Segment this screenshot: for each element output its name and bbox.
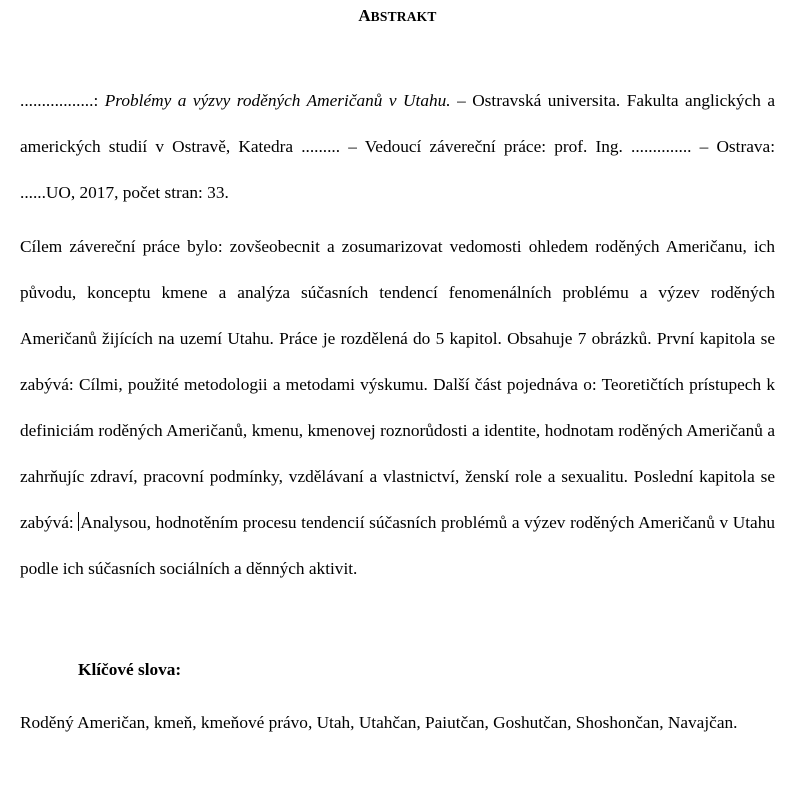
abstract-heading <box>20 6 775 27</box>
citation-paragraph[interactable]: .................: Problémy a výzvy roděných Američanů v Utahu. – Ostravská universita. Fakulta anglických a amerických studií v Ostravě, Katedra ......... – Vedoucí závereční práce: prof. Ing. .............. – Ostrava: ......UO, 2017, počet stran: 33. <box>20 91 776 202</box>
keywords-paragraph[interactable]: Roděný Američan, kmeň, kmeňové právo, Utah, Utahčan, Paiutčan, Goshutčan, Shoshončan, Navajčan. <box>20 713 738 732</box>
abstract-paragraph[interactable] <box>20 224 775 592</box>
abstract-text-before-cursor: Cílem závereční práce bylo: zovšeobecnit a zosumarizovat vedomosti ohledem roděných Američanu, ich původu, konceptu kmene a analýza súčasních tendencí fenomenálních problému a výzev roděných Američanů žijících na uzemí Utahu. Práce je rozdělená do 5 kapitol. Obsahuje 7 obrázků. První kapitola se zabývá: Cílmi, použité metodologii a metodami výskumu. Další část pojednáva o: Teoretičtích prístupech k definiciám roděných Američanů, kmenu, kmenovej roznorůdosti a identite, hodnotam roděných Američanů a zahrňujíc zdraví, pracovní podmínky, vzdělávaní a vlastnictví, ženskí role a sexualitu. Poslední kapitola se zabývá: <box>20 237 775 532</box>
abstract-heading-rest: BSTRAKT <box>370 9 437 24</box>
keywords-heading: Klíčové slova: <box>78 660 182 679</box>
citation-author: ................. <box>20 91 94 110</box>
abstract-heading-initial: A <box>358 6 371 25</box>
citation-details: – Ostravská universita. Fakulta anglických a amerických studií v Ostravě, Katedra ......... – Vedoucí závereční práce: prof. Ing. .............. – Ostrava: ......UO, 2017, počet stran: 33. <box>20 91 776 202</box>
citation-title: Problémy a výzvy roděných Američanů v Utahu. <box>104 91 451 110</box>
abstract-text-after-cursor: Analysou, hodnotěním procesu tendencií súčasních problémů a výzev roděných Američanů v Utahu podle ich súčasních sociálních a děnných aktivit. <box>20 513 775 578</box>
